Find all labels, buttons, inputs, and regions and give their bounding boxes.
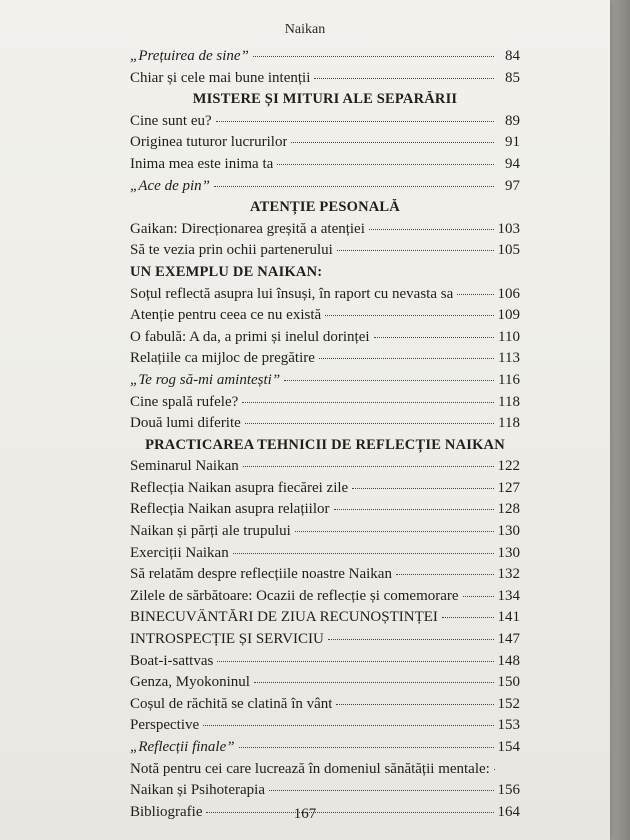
toc-entry-page: 156: [497, 782, 520, 799]
leader-dots: [284, 380, 494, 381]
toc-entry-title: BINECUVÂNTĂRI DE ZIUA RECUNOȘTINȚEI: [130, 609, 438, 626]
toc-entry: [130, 286, 520, 308]
toc-entry-page: 97: [505, 177, 520, 194]
toc-entry: [130, 70, 520, 92]
toc-entry-page: 130: [497, 544, 520, 561]
toc-entry: [130, 588, 520, 610]
toc-entry-page: 118: [498, 393, 520, 410]
toc-entry-title: Perspective: [130, 717, 200, 734]
toc-entry: [130, 113, 520, 135]
toc-entry-page: 154: [497, 739, 520, 755]
toc-entry-title: Să te vezia prin ochii partenerului: [130, 242, 333, 259]
page-number: 167: [293, 806, 317, 822]
toc-entry: [130, 48, 520, 70]
toc-entry-page: 103: [497, 220, 520, 237]
toc-entry-title: „Te rog să-mi amintești”: [130, 371, 281, 388]
toc-entry-page: 94: [505, 155, 520, 172]
toc-entry-page: 110: [498, 328, 520, 345]
leader-dots: [369, 229, 494, 230]
leader-dots: [203, 725, 493, 726]
toc-entry-title: Atenție pentru ceea ce nu există: [130, 307, 322, 324]
toc-entry: [130, 739, 520, 761]
toc-entry: [130, 458, 520, 480]
toc-heading-text: MISTERE ȘI MITURI ALE SEPARĂRII: [192, 91, 458, 108]
toc-heading-text: ATENȚIE PESONALĂ: [250, 199, 400, 216]
toc-entry-title: Naikan și Psihoterapia: [130, 782, 265, 799]
toc-entry: [130, 480, 520, 502]
leader-dots: [442, 617, 494, 618]
toc-entry: [130, 307, 520, 329]
leader-dots: [233, 553, 494, 554]
toc-entry: [130, 717, 520, 739]
leader-dots: [319, 358, 494, 359]
toc-entry: [130, 350, 520, 372]
toc-heading-text: PRACTICAREA TEHNICII DE REFLECȚIE NAIKAN: [145, 436, 505, 453]
toc-entry-title: Zilele de sărbătoare: Ocazii de reflecție și comemorare: [130, 587, 459, 604]
toc-entry: [130, 566, 520, 588]
toc-entry: [130, 631, 520, 653]
toc-section-heading: [130, 264, 520, 286]
toc-entry-title: Originea tuturor lucrurilor: [130, 134, 288, 151]
toc-entry-page: 85: [505, 69, 520, 86]
toc-entry-title: Notă pentru cei care lucrează în domeniul sănătății mentale:: [130, 760, 490, 777]
toc-entry-page: 130: [497, 523, 520, 540]
toc-entry: [130, 372, 520, 394]
toc-section-heading: [130, 199, 520, 221]
toc-entry: [130, 242, 520, 264]
toc-entry-title: Relațiile ca mijloc de pregătire: [130, 350, 315, 367]
toc-entry: [130, 674, 520, 696]
running-header: Naikan: [284, 22, 326, 37]
toc-heading-text: UN EXEMPLU DE NAIKAN:: [130, 263, 323, 280]
toc-entry: [130, 782, 520, 804]
table-of-contents: [130, 48, 520, 825]
toc-entry-page: 118: [498, 415, 520, 432]
toc-entry: [130, 545, 520, 567]
toc-entry: [130, 156, 520, 178]
toc-entry-title: Două lumi diferite: [130, 415, 241, 432]
toc-entry-title: „Reflecții finale”: [130, 739, 235, 755]
leader-dots: [291, 142, 494, 143]
leader-dots: [314, 78, 494, 79]
toc-entry: [130, 178, 520, 200]
leader-dots: [374, 337, 494, 338]
toc-entry-title: Reflecția Naikan asupra relațiilor: [130, 501, 330, 518]
toc-entry-title: Cine sunt eu?: [130, 112, 212, 129]
toc-entry-title: Genza, Myokoninul: [130, 674, 250, 691]
toc-entry-page: 134: [497, 587, 520, 604]
leader-dots: [295, 531, 494, 532]
toc-entry-page: 148: [497, 652, 520, 669]
toc-entry-page: 113: [498, 350, 520, 367]
toc-section-heading: [130, 91, 520, 113]
toc-entry: [130, 523, 520, 545]
toc-entry-title: „Prețuirea de sine”: [130, 48, 249, 64]
toc-entry-page: 105: [497, 242, 520, 259]
toc-entry-page: 122: [497, 458, 520, 475]
leader-dots: [328, 639, 494, 640]
toc-entry-page: 116: [498, 371, 520, 388]
leader-dots: [239, 747, 494, 748]
toc-entry-title: Bibliografie: [130, 803, 203, 820]
toc-entry-title: Seminarul Naikan: [130, 458, 239, 475]
toc-entry-page: 128: [497, 501, 520, 518]
leader-dots: [396, 574, 494, 575]
toc-entry-page: 84: [505, 48, 520, 64]
leader-dots: [216, 121, 494, 122]
leader-dots: [254, 682, 494, 683]
toc-entry-title: Soțul reflectă asupra lui însuși, în raport cu nevasta sa: [130, 285, 454, 302]
toc-entry-page: 89: [505, 112, 520, 129]
toc-entry: [130, 134, 520, 156]
toc-section-heading: [130, 437, 520, 459]
toc-entry-page: 152: [497, 695, 520, 712]
leader-dots: [214, 186, 494, 187]
toc-entry-page: 147: [497, 631, 520, 648]
leader-dots: [457, 294, 493, 295]
toc-entry-page: 141: [497, 609, 520, 626]
toc-entry: [130, 329, 520, 351]
toc-entry: [130, 696, 520, 718]
toc-entry: [130, 394, 520, 416]
leader-dots: [269, 790, 494, 791]
toc-entry-page: 109: [497, 307, 520, 324]
toc-entry-title: INTROSPECȚIE ȘI SERVICIU: [130, 631, 324, 648]
toc-entry-title: Reflecția Naikan asupra fiecărei zile: [130, 479, 349, 496]
leader-dots: [243, 466, 494, 467]
toc-entry-title: Boat-i-sattvas: [130, 652, 214, 669]
toc-entry-title: „Ace de pin”: [130, 177, 210, 194]
leader-dots: [463, 596, 494, 597]
leader-dots: [352, 488, 493, 489]
toc-entry-title: Coșul de răchită se clatină în vânt: [130, 695, 333, 712]
leader-dots: [334, 509, 494, 510]
leader-dots: [245, 423, 494, 424]
leader-dots: [277, 164, 494, 165]
leader-dots: [217, 661, 493, 662]
leader-dots: [242, 402, 494, 403]
toc-entry-page: 106: [497, 285, 520, 302]
toc-entry: [130, 761, 520, 783]
toc-entry: [130, 221, 520, 243]
leader-dots: [336, 704, 493, 705]
toc-entry-page: 150: [497, 674, 520, 691]
toc-entry: [130, 609, 520, 631]
toc-entry-title: Cine spală rufele?: [130, 393, 239, 410]
toc-entry-page: 91: [505, 134, 520, 151]
toc-entry-title: Naikan și părți ale trupului: [130, 523, 291, 540]
toc-entry: [130, 501, 520, 523]
toc-entry-title: Gaikan: Direcționarea greșită a atenției: [130, 220, 365, 237]
leader-dots: [337, 250, 494, 251]
toc-entry-title: Inima mea este inima ta: [130, 155, 274, 172]
toc-entry: [130, 653, 520, 675]
toc-entry-title: O fabulă: A da, a primi și inelul dorinței: [130, 328, 370, 345]
toc-entry-page: 127: [497, 479, 520, 496]
toc-entry-title: Chiar și cele mai bune intenții: [130, 69, 311, 86]
leader-dots: [253, 56, 494, 57]
toc-entry-page: 164: [497, 803, 520, 820]
leader-dots: [325, 315, 493, 316]
toc-entry-title: Exerciții Naikan: [130, 544, 229, 561]
toc-entry-page: 132: [497, 566, 520, 583]
toc-entry: [130, 415, 520, 437]
toc-entry-title: Să relatăm despre reflecțiile noastre Naikan: [130, 566, 392, 583]
toc-entry-page: 153: [497, 717, 520, 734]
